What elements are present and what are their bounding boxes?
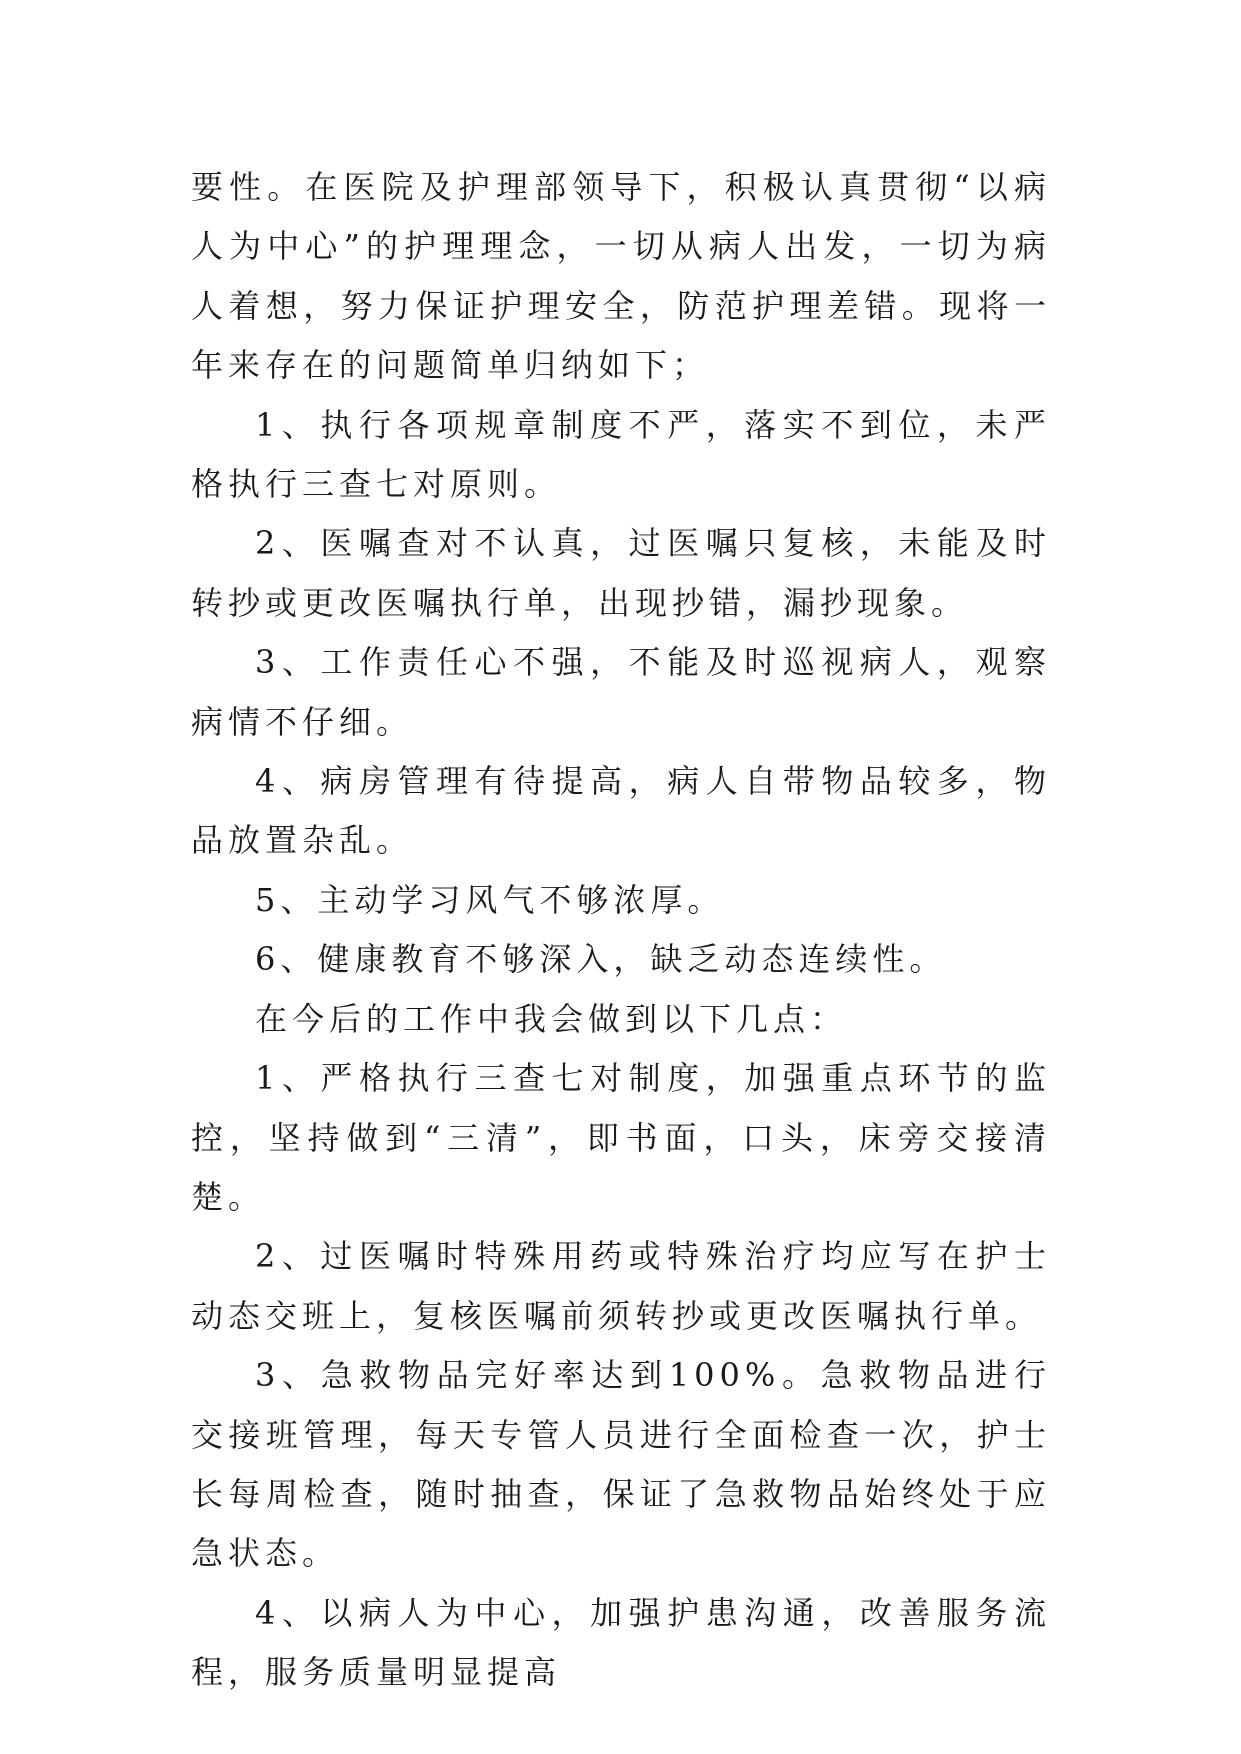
plan-item-4: 4、以病人为中心，加强护患沟通，改善服务流程，服务质量明显提高 [191,1593,1051,1692]
document-body [191,158,1051,1703]
plan-item-3: 3、急救物品完好率达到100%。急救物品进行交接班管理，每天专管人员进行全面检查一次，护士长每周检查，随时抽查，保证了急救物品始终处于应急状态。 [191,1356,1051,1573]
problem-item-2: 2、医嘱查对不认真，过医嘱只复核，未能及时转抄或更改医嘱执行单，出现抄错，漏抄现象。 [191,524,1051,622]
problem-item-3: 3、工作责任心不强，不能及时巡视病人，观察病情不仔细。 [191,643,1051,741]
plan-heading: 在今后的工作中我会做到以下几点： [255,999,848,1038]
problem-item-5: 5、主动学习风气不够浓厚。 [255,880,725,919]
plan-item-2: 2、过医嘱时特殊用药或特殊治疗均应写在护士动态交班上，复核医嘱前须转抄或更改医嘱执行单。 [191,1237,1051,1335]
paragraph-intro-continuation: 要性。在医院及护理部领导下，积极认真贯彻“以病人为中心”的护理理念，一切从病人出发，一切为病人着想，努力保证护理安全，防范护理差错。现将一年来存在的问题简单归纳如下； [191,168,1051,385]
plan-item-1: 1、严格执行三查七对制度，加强重点环节的监控，坚持做到“三清”，即书面，口头，床旁交接清楚。 [191,1059,1051,1216]
problem-item-4: 4、病房管理有待提高，病人自带物品较多，物品放置杂乱。 [191,762,1051,860]
problem-item-6: 6、健康教育不够深入，缺乏动态连续性。 [255,940,947,979]
problem-item-1: 1、执行各项规章制度不严，落实不到位，未严格执行三查七对原则。 [191,405,1051,504]
